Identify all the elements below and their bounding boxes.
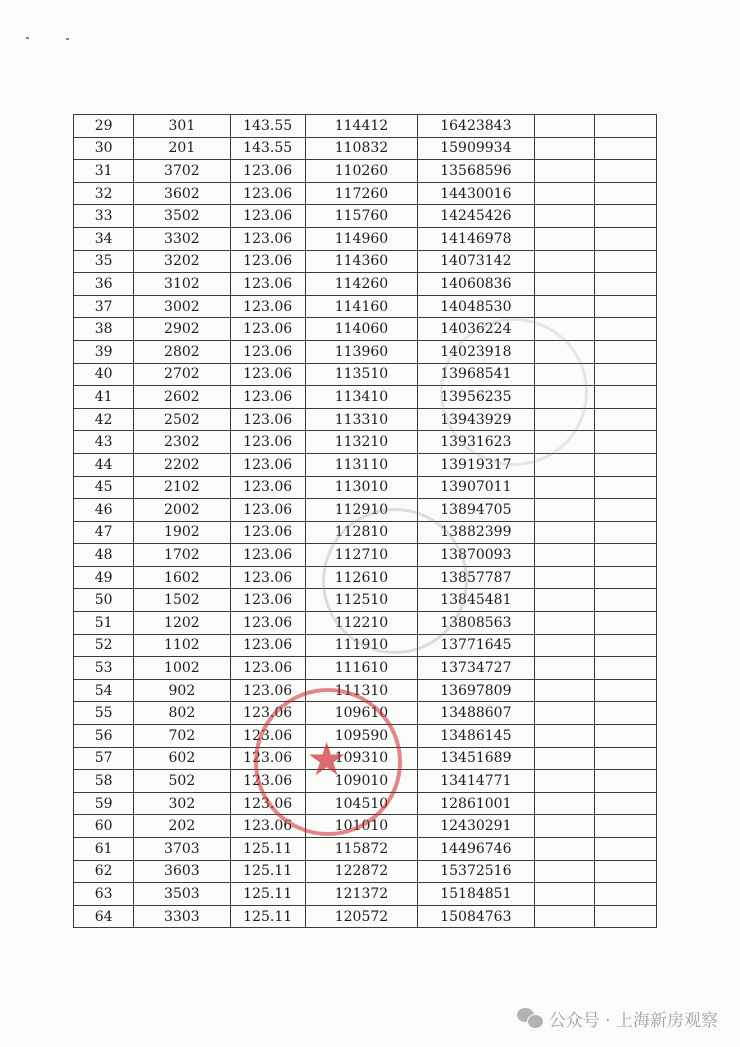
blank-cell xyxy=(594,905,656,928)
blank-cell xyxy=(534,860,594,883)
table-row xyxy=(74,905,657,928)
wechat-icon xyxy=(517,1007,543,1029)
blank-cell xyxy=(594,860,656,883)
table-row xyxy=(74,612,657,635)
row-number-cell: 55 xyxy=(74,702,134,725)
blank-cell xyxy=(594,431,656,454)
total-price-cell: 13870093 xyxy=(418,544,534,567)
row-number-cell: 31 xyxy=(74,160,134,183)
blank-cell xyxy=(594,770,656,793)
total-price-cell: 13488607 xyxy=(418,702,534,725)
room-number-cell: 3602 xyxy=(134,182,230,205)
room-number-cell: 3302 xyxy=(134,227,230,250)
blank-cell xyxy=(594,340,656,363)
blank-cell xyxy=(594,182,656,205)
unit-price-cell: 120572 xyxy=(305,905,417,928)
table-row xyxy=(74,476,657,499)
total-price-cell: 13771645 xyxy=(418,634,534,657)
unit-price-cell: 101010 xyxy=(305,815,417,838)
blank-cell xyxy=(534,318,594,341)
table-row xyxy=(74,544,657,567)
area-cell: 123.06 xyxy=(230,408,305,431)
row-number-cell: 37 xyxy=(74,295,134,318)
room-number-cell: 302 xyxy=(134,792,230,815)
unit-price-cell: 111610 xyxy=(305,657,417,680)
blank-cell xyxy=(534,792,594,815)
row-number-cell: 32 xyxy=(74,182,134,205)
area-cell: 123.06 xyxy=(230,227,305,250)
row-number-cell: 44 xyxy=(74,453,134,476)
room-number-cell: 3702 xyxy=(134,160,230,183)
room-number-cell: 2302 xyxy=(134,431,230,454)
blank-cell xyxy=(594,792,656,815)
unit-price-cell: 113960 xyxy=(305,340,417,363)
total-price-cell: 15184851 xyxy=(418,883,534,906)
table-row xyxy=(74,205,657,228)
blank-cell xyxy=(534,295,594,318)
room-number-cell: 902 xyxy=(134,679,230,702)
blank-cell xyxy=(534,431,594,454)
blank-cell xyxy=(594,115,656,138)
area-cell: 125.11 xyxy=(230,905,305,928)
room-number-cell: 1902 xyxy=(134,521,230,544)
scan-speck xyxy=(66,38,69,40)
blank-cell xyxy=(534,747,594,770)
unit-price-cell: 115760 xyxy=(305,205,417,228)
row-number-cell: 59 xyxy=(74,792,134,815)
total-price-cell: 13857787 xyxy=(418,566,534,589)
table-row xyxy=(74,634,657,657)
area-cell: 123.06 xyxy=(230,205,305,228)
blank-cell xyxy=(594,589,656,612)
total-price-cell: 13882399 xyxy=(418,521,534,544)
scan-speck xyxy=(26,37,29,39)
area-cell: 123.06 xyxy=(230,250,305,273)
unit-price-cell: 114412 xyxy=(305,115,417,138)
blank-cell xyxy=(534,544,594,567)
unit-price-cell: 121372 xyxy=(305,883,417,906)
row-number-cell: 46 xyxy=(74,499,134,522)
row-number-cell: 54 xyxy=(74,679,134,702)
blank-cell xyxy=(534,521,594,544)
blank-cell xyxy=(534,702,594,725)
blank-cell xyxy=(534,227,594,250)
blank-cell xyxy=(594,227,656,250)
row-number-cell: 53 xyxy=(74,657,134,680)
blank-cell xyxy=(594,883,656,906)
room-number-cell: 301 xyxy=(134,115,230,138)
area-cell: 123.06 xyxy=(230,318,305,341)
table-row xyxy=(74,182,657,205)
area-cell: 123.06 xyxy=(230,770,305,793)
area-cell: 123.06 xyxy=(230,160,305,183)
table-row xyxy=(74,657,657,680)
unit-price-cell: 112510 xyxy=(305,589,417,612)
blank-cell xyxy=(594,205,656,228)
blank-cell xyxy=(594,363,656,386)
total-price-cell: 13414771 xyxy=(418,770,534,793)
table-row xyxy=(74,273,657,296)
area-cell: 123.06 xyxy=(230,453,305,476)
unit-price-cell: 113010 xyxy=(305,476,417,499)
blank-cell xyxy=(534,453,594,476)
total-price-cell: 14245426 xyxy=(418,205,534,228)
row-number-cell: 35 xyxy=(74,250,134,273)
room-number-cell: 702 xyxy=(134,725,230,748)
room-number-cell: 3202 xyxy=(134,250,230,273)
total-price-cell: 15372516 xyxy=(418,860,534,883)
unit-price-cell: 111310 xyxy=(305,679,417,702)
total-price-cell: 13697809 xyxy=(418,679,534,702)
table-row xyxy=(74,702,657,725)
row-number-cell: 64 xyxy=(74,905,134,928)
table-row xyxy=(74,318,657,341)
table-row xyxy=(74,883,657,906)
table-row xyxy=(74,227,657,250)
room-number-cell: 3102 xyxy=(134,273,230,296)
blank-cell xyxy=(594,634,656,657)
blank-cell xyxy=(594,838,656,861)
blank-cell xyxy=(534,115,594,138)
row-number-cell: 33 xyxy=(74,205,134,228)
unit-price-cell: 115872 xyxy=(305,838,417,861)
total-price-cell: 14496746 xyxy=(418,838,534,861)
total-price-cell: 13734727 xyxy=(418,657,534,680)
area-cell: 123.06 xyxy=(230,295,305,318)
unit-price-cell: 117260 xyxy=(305,182,417,205)
total-price-cell: 13968541 xyxy=(418,363,534,386)
area-cell: 123.06 xyxy=(230,566,305,589)
unit-price-cell: 109310 xyxy=(305,747,417,770)
total-price-cell: 13451689 xyxy=(418,747,534,770)
room-number-cell: 3303 xyxy=(134,905,230,928)
blank-cell xyxy=(594,295,656,318)
unit-price-cell: 114160 xyxy=(305,295,417,318)
blank-cell xyxy=(534,386,594,409)
watermark xyxy=(517,1004,718,1032)
room-number-cell: 502 xyxy=(134,770,230,793)
unit-price-cell: 122872 xyxy=(305,860,417,883)
table-row xyxy=(74,521,657,544)
blank-cell xyxy=(534,725,594,748)
blank-cell xyxy=(594,725,656,748)
blank-cell xyxy=(594,250,656,273)
unit-price-cell: 114260 xyxy=(305,273,417,296)
room-number-cell: 2702 xyxy=(134,363,230,386)
table-row xyxy=(74,115,657,138)
unit-price-cell: 104510 xyxy=(305,792,417,815)
watermark-text: 公众号 · 上海新房观察 xyxy=(548,1010,718,1031)
table-row xyxy=(74,792,657,815)
room-number-cell: 2902 xyxy=(134,318,230,341)
total-price-cell: 13907011 xyxy=(418,476,534,499)
total-price-cell: 14036224 xyxy=(418,318,534,341)
row-number-cell: 30 xyxy=(74,137,134,160)
unit-price-cell: 110260 xyxy=(305,160,417,183)
unit-price-cell: 113410 xyxy=(305,386,417,409)
table-row xyxy=(74,295,657,318)
unit-price-cell: 113110 xyxy=(305,453,417,476)
room-number-cell: 201 xyxy=(134,137,230,160)
area-cell: 123.06 xyxy=(230,431,305,454)
area-cell: 123.06 xyxy=(230,386,305,409)
total-price-cell: 14060836 xyxy=(418,273,534,296)
unit-price-cell: 114360 xyxy=(305,250,417,273)
star-icon: ★ xyxy=(306,732,348,786)
blank-cell xyxy=(594,160,656,183)
table-row xyxy=(74,499,657,522)
row-number-cell: 57 xyxy=(74,747,134,770)
area-cell: 123.06 xyxy=(230,182,305,205)
table-row xyxy=(74,770,657,793)
table-row xyxy=(74,386,657,409)
table-row xyxy=(74,363,657,386)
unit-price-cell: 109590 xyxy=(305,725,417,748)
area-cell: 123.06 xyxy=(230,589,305,612)
row-number-cell: 60 xyxy=(74,815,134,838)
blank-cell xyxy=(594,657,656,680)
room-number-cell: 602 xyxy=(134,747,230,770)
unit-price-cell: 109010 xyxy=(305,770,417,793)
blank-cell xyxy=(594,544,656,567)
blank-cell xyxy=(534,476,594,499)
area-cell: 123.06 xyxy=(230,499,305,522)
row-number-cell: 48 xyxy=(74,544,134,567)
row-number-cell: 62 xyxy=(74,860,134,883)
unit-price-cell: 111910 xyxy=(305,634,417,657)
total-price-cell: 13808563 xyxy=(418,612,534,635)
room-number-cell: 1602 xyxy=(134,566,230,589)
blank-cell xyxy=(534,815,594,838)
blank-cell xyxy=(594,273,656,296)
blank-cell xyxy=(534,408,594,431)
room-number-cell: 2602 xyxy=(134,386,230,409)
unit-price-cell: 112910 xyxy=(305,499,417,522)
area-cell: 123.06 xyxy=(230,363,305,386)
table-row xyxy=(74,725,657,748)
total-price-cell: 13894705 xyxy=(418,499,534,522)
blank-cell xyxy=(534,883,594,906)
room-number-cell: 1002 xyxy=(134,657,230,680)
area-cell: 123.06 xyxy=(230,747,305,770)
row-number-cell: 63 xyxy=(74,883,134,906)
blank-cell xyxy=(594,137,656,160)
room-number-cell: 1102 xyxy=(134,634,230,657)
total-price-cell: 13919317 xyxy=(418,453,534,476)
table-row xyxy=(74,250,657,273)
unit-price-cell: 110832 xyxy=(305,137,417,160)
blank-cell xyxy=(534,499,594,522)
blank-cell xyxy=(534,340,594,363)
total-price-cell: 14146978 xyxy=(418,227,534,250)
unit-price-cell: 114960 xyxy=(305,227,417,250)
blank-cell xyxy=(594,612,656,635)
blank-cell xyxy=(534,566,594,589)
row-number-cell: 61 xyxy=(74,838,134,861)
table-row xyxy=(74,815,657,838)
table-row xyxy=(74,431,657,454)
room-number-cell: 3503 xyxy=(134,883,230,906)
room-number-cell: 2802 xyxy=(134,340,230,363)
blank-cell xyxy=(534,838,594,861)
room-number-cell: 2002 xyxy=(134,499,230,522)
area-cell: 123.06 xyxy=(230,340,305,363)
row-number-cell: 39 xyxy=(74,340,134,363)
table-row xyxy=(74,589,657,612)
table-row xyxy=(74,340,657,363)
blank-cell xyxy=(534,634,594,657)
total-price-cell: 12430291 xyxy=(418,815,534,838)
row-number-cell: 41 xyxy=(74,386,134,409)
blank-cell xyxy=(534,182,594,205)
table-row xyxy=(74,747,657,770)
total-price-cell: 16423843 xyxy=(418,115,534,138)
blank-cell xyxy=(534,205,594,228)
row-number-cell: 29 xyxy=(74,115,134,138)
blank-cell xyxy=(534,679,594,702)
table-row xyxy=(74,453,657,476)
total-price-cell: 13845481 xyxy=(418,589,534,612)
row-number-cell: 58 xyxy=(74,770,134,793)
blank-cell xyxy=(534,905,594,928)
blank-cell xyxy=(594,679,656,702)
room-number-cell: 202 xyxy=(134,815,230,838)
blank-cell xyxy=(534,363,594,386)
room-number-cell: 2202 xyxy=(134,453,230,476)
blank-cell xyxy=(594,476,656,499)
total-price-cell: 14048530 xyxy=(418,295,534,318)
blank-cell xyxy=(594,318,656,341)
row-number-cell: 43 xyxy=(74,431,134,454)
area-cell: 125.11 xyxy=(230,883,305,906)
row-number-cell: 42 xyxy=(74,408,134,431)
room-number-cell: 3603 xyxy=(134,860,230,883)
price-table xyxy=(73,114,657,928)
row-number-cell: 34 xyxy=(74,227,134,250)
table-row xyxy=(74,137,657,160)
table-row xyxy=(74,408,657,431)
blank-cell xyxy=(594,702,656,725)
blank-cell xyxy=(534,770,594,793)
blank-cell xyxy=(594,453,656,476)
blank-cell xyxy=(534,657,594,680)
row-number-cell: 36 xyxy=(74,273,134,296)
area-cell: 123.06 xyxy=(230,612,305,635)
row-number-cell: 56 xyxy=(74,725,134,748)
room-number-cell: 1502 xyxy=(134,589,230,612)
unit-price-cell: 112610 xyxy=(305,566,417,589)
area-cell: 123.06 xyxy=(230,521,305,544)
blank-cell xyxy=(534,160,594,183)
row-number-cell: 49 xyxy=(74,566,134,589)
total-price-cell: 13956235 xyxy=(418,386,534,409)
total-price-cell: 12861001 xyxy=(418,792,534,815)
unit-price-cell: 113310 xyxy=(305,408,417,431)
room-number-cell: 3002 xyxy=(134,295,230,318)
blank-cell xyxy=(594,566,656,589)
blank-cell xyxy=(534,273,594,296)
total-price-cell: 15084763 xyxy=(418,905,534,928)
blank-cell xyxy=(594,499,656,522)
unit-price-cell: 113210 xyxy=(305,431,417,454)
row-number-cell: 52 xyxy=(74,634,134,657)
area-cell: 123.06 xyxy=(230,815,305,838)
area-cell: 123.06 xyxy=(230,273,305,296)
area-cell: 123.06 xyxy=(230,634,305,657)
blank-cell xyxy=(594,815,656,838)
blank-cell xyxy=(594,521,656,544)
unit-price-cell: 112210 xyxy=(305,612,417,635)
area-cell: 143.55 xyxy=(230,115,305,138)
area-cell: 123.06 xyxy=(230,702,305,725)
total-price-cell: 13568596 xyxy=(418,160,534,183)
unit-price-cell: 109610 xyxy=(305,702,417,725)
blank-cell xyxy=(594,747,656,770)
table-row xyxy=(74,679,657,702)
unit-price-cell: 114060 xyxy=(305,318,417,341)
blank-cell xyxy=(534,137,594,160)
total-price-cell: 13943929 xyxy=(418,408,534,431)
total-price-cell: 14073142 xyxy=(418,250,534,273)
area-cell: 123.06 xyxy=(230,725,305,748)
room-number-cell: 1202 xyxy=(134,612,230,635)
area-cell: 143.55 xyxy=(230,137,305,160)
total-price-cell: 13931623 xyxy=(418,431,534,454)
unit-price-cell: 112810 xyxy=(305,521,417,544)
area-cell: 123.06 xyxy=(230,679,305,702)
table-body xyxy=(74,115,657,928)
row-number-cell: 40 xyxy=(74,363,134,386)
room-number-cell: 802 xyxy=(134,702,230,725)
table-row xyxy=(74,838,657,861)
area-cell: 125.11 xyxy=(230,860,305,883)
blank-cell xyxy=(534,612,594,635)
area-cell: 123.06 xyxy=(230,657,305,680)
room-number-cell: 1702 xyxy=(134,544,230,567)
blank-cell xyxy=(594,408,656,431)
area-cell: 125.11 xyxy=(230,838,305,861)
room-number-cell: 3502 xyxy=(134,205,230,228)
total-price-cell: 14023918 xyxy=(418,340,534,363)
room-number-cell: 3703 xyxy=(134,838,230,861)
area-cell: 123.06 xyxy=(230,792,305,815)
unit-price-cell: 112710 xyxy=(305,544,417,567)
table-row xyxy=(74,160,657,183)
room-number-cell: 2102 xyxy=(134,476,230,499)
total-price-cell: 13486145 xyxy=(418,725,534,748)
blank-cell xyxy=(534,250,594,273)
row-number-cell: 47 xyxy=(74,521,134,544)
row-number-cell: 51 xyxy=(74,612,134,635)
blank-cell xyxy=(534,589,594,612)
row-number-cell: 45 xyxy=(74,476,134,499)
row-number-cell: 38 xyxy=(74,318,134,341)
total-price-cell: 15909934 xyxy=(418,137,534,160)
table-row xyxy=(74,566,657,589)
room-number-cell: 2502 xyxy=(134,408,230,431)
table-row xyxy=(74,860,657,883)
area-cell: 123.06 xyxy=(230,544,305,567)
row-number-cell: 50 xyxy=(74,589,134,612)
area-cell: 123.06 xyxy=(230,476,305,499)
total-price-cell: 14430016 xyxy=(418,182,534,205)
blank-cell xyxy=(594,386,656,409)
unit-price-cell: 113510 xyxy=(305,363,417,386)
